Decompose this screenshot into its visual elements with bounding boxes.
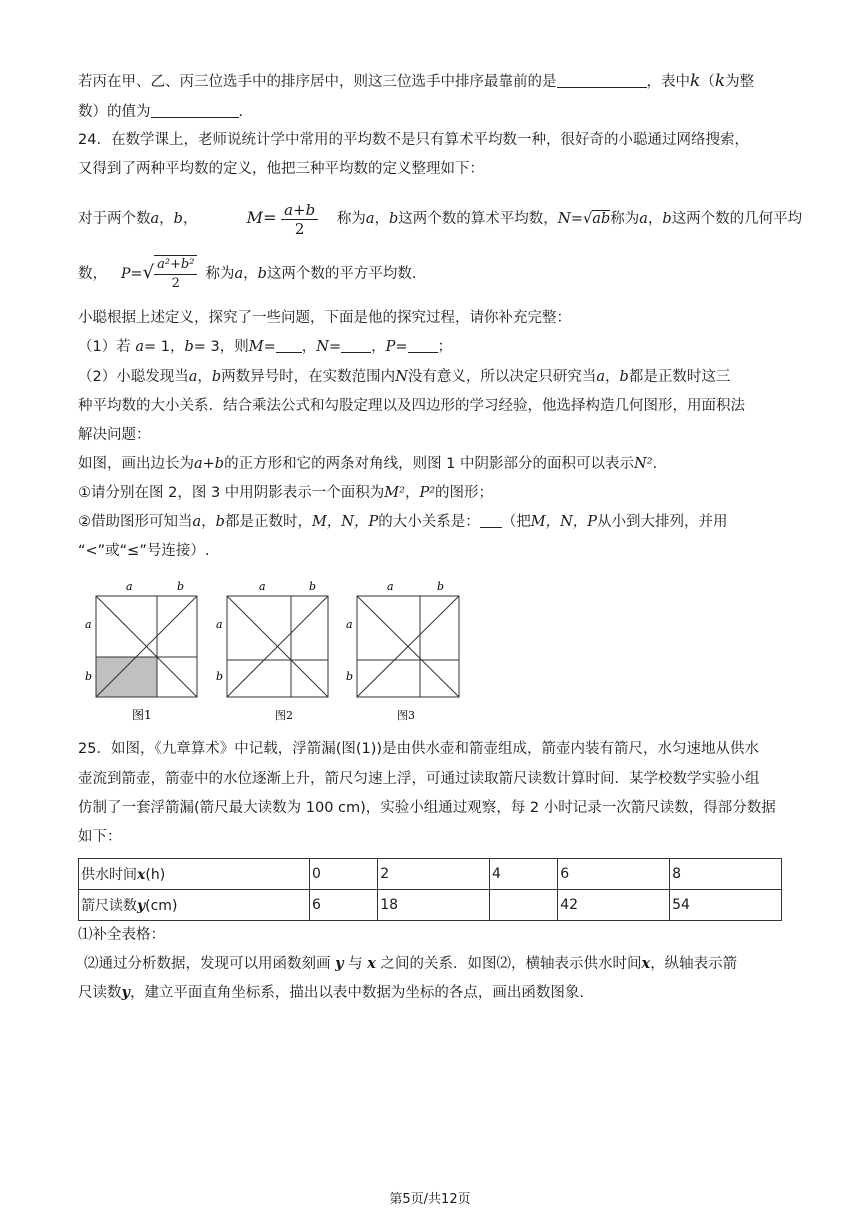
answer-blank-M	[276, 336, 302, 353]
fig1-shaded-region	[96, 657, 157, 697]
comma: ，	[182, 211, 198, 227]
var-a: a	[135, 339, 144, 355]
var-M: M	[246, 208, 264, 227]
var-P: P	[121, 266, 131, 282]
intro-text-2b: .	[238, 104, 244, 120]
table-cell: 4	[490, 859, 558, 890]
q24-part2-line4	[78, 453, 800, 475]
var-a: a	[150, 211, 160, 227]
comma: ，	[197, 369, 212, 385]
q25-line-1: 25．如图，《九章算术》中记载，浮箭漏(图(1))是由供水壶和箭壶组成，箭壶内装有箭尺，水匀速地从供水	[78, 741, 760, 757]
fig1-caption: 图1	[132, 708, 152, 722]
var-M-squared: M²	[384, 485, 405, 501]
comma: ，	[371, 339, 386, 355]
answer-blank-N	[341, 336, 371, 353]
N-desc-b: 这两个数的几何平均	[671, 211, 803, 227]
q24-part2-line6	[78, 511, 800, 533]
square-figures	[80, 578, 480, 723]
q24-part2-line1	[78, 366, 800, 388]
q25-sub1: ⑴补全表格：	[78, 927, 165, 943]
row2-unit: (cm)	[145, 898, 178, 914]
p2-l6-b: 都是正数时，	[224, 514, 312, 530]
var-a: a	[639, 211, 648, 227]
sub2-b: 与	[348, 956, 363, 972]
var-a: a	[365, 211, 375, 227]
intro-line-1	[78, 70, 800, 93]
q24-line-1: 24．在数学课上，老师说统计学中常用的平均数不是只有算术平均数一种，很好奇的小聪通过网络搜索，	[78, 132, 749, 148]
frac-P-denominator: 2	[171, 276, 180, 291]
table-cell: 8	[670, 859, 782, 890]
intro-text-1d: 为整	[725, 74, 755, 90]
sub2-e: 尺读数	[78, 985, 122, 1001]
sub2-a: ⑵通过分析数据，发现可以用函数刻画	[84, 956, 331, 972]
answer-blank-P	[408, 336, 438, 353]
table-row	[79, 890, 782, 921]
p2-l5-c: 的图形；	[435, 485, 494, 501]
var-P-squared: P²	[419, 485, 436, 501]
M-desc-a: 称为	[336, 211, 366, 227]
row-header-reading	[79, 890, 310, 921]
var-x: x	[137, 867, 146, 883]
sub2-d: ，纵轴表示箭	[650, 956, 738, 972]
M-desc-b: 这两个数的算术平均数，	[398, 211, 558, 227]
sqrt-P: √	[142, 262, 155, 283]
sqrt-radicand: ab	[592, 211, 611, 227]
comma: ，	[201, 514, 216, 530]
var-P: P	[385, 339, 396, 355]
frac-P-numerator: a²+b²	[154, 256, 197, 275]
p2-l4-b: 的正方形和它的两条对角线，则图 1 中阴影部分的面积可以表示	[224, 456, 635, 472]
var-a: a	[192, 514, 202, 530]
fig3-label-b-top: b	[437, 580, 445, 593]
equals: =	[328, 339, 342, 355]
figure-1	[85, 580, 197, 722]
page-number-footer: 第5页/共12页	[389, 1192, 471, 1207]
intro-text-2a: 数）的值为	[78, 104, 151, 120]
p2-l5-a: ①请分别在图 2，图 3 中用阴影表示一个面积为	[78, 485, 385, 501]
var-N: N	[316, 339, 329, 355]
q24-line-2: 又得到了两种平均数的定义，他把三种平均数的定义整理如下：	[78, 161, 484, 177]
row2-label: 箭尺读数	[81, 898, 137, 914]
q24-part2-line2: 种平均数的大小关系．结合乘法公式和勾股定理以及四边形的学习经验，他选择构造几何图形，用面积法	[78, 398, 745, 414]
q24-explore-line: 小聪根据上述定义，探究了一些问题，下面是他的探究过程，请你补充完整：	[78, 310, 571, 326]
q25-sub2-line1	[84, 953, 800, 975]
var-N: N	[395, 369, 408, 385]
q25-line-4: 如下：	[78, 829, 122, 845]
fig2-label-a-top: a	[259, 580, 266, 593]
comma: ，	[301, 339, 317, 355]
answer-blank-order	[480, 511, 502, 528]
p1-val-a: = 1，	[144, 339, 185, 355]
p2-l6-d: （把	[501, 514, 531, 530]
frac-M	[281, 201, 318, 238]
answer-blank-first	[557, 71, 647, 88]
comma: ，	[647, 211, 663, 227]
sub2-c: 之间的关系．如图⑵，横轴表示供水时间	[380, 956, 642, 972]
table-cell: 18	[378, 890, 490, 921]
equals: =	[263, 339, 276, 355]
row1-label: 供水时间	[81, 867, 137, 883]
q24-part2-line3: 解决问题：	[78, 427, 151, 443]
period: .	[652, 456, 658, 472]
var-M: M	[248, 339, 264, 355]
p2-text-b: 两数异号时，在实数范围内	[221, 369, 396, 385]
equals: =	[395, 339, 408, 355]
q24-part2-line7: “<”或“≤”号连接）.	[78, 543, 210, 559]
comma: ，	[605, 369, 620, 385]
q24-definition-P-line	[78, 250, 800, 296]
comma: ，	[243, 266, 258, 282]
var-y: y	[335, 955, 344, 972]
var-a: a	[596, 369, 606, 385]
table-cell: 2	[378, 859, 490, 890]
var-N: N	[557, 209, 571, 227]
comma: ，	[159, 211, 174, 227]
p1-prefix: （1）若	[78, 339, 131, 355]
p2-l6-e: 从小到大排列，并用	[597, 514, 728, 530]
var-b: b	[184, 339, 194, 355]
equals: =	[263, 208, 277, 227]
frac-M-numerator: a+b	[281, 201, 318, 220]
var-b: b	[211, 369, 222, 385]
fig3-label-a-left: a	[346, 618, 353, 631]
var-b: b	[257, 266, 267, 282]
q25-sub2-line2	[78, 982, 800, 1004]
var-b: b	[173, 211, 183, 227]
var-b: b	[388, 211, 399, 227]
table-cell: 42	[558, 890, 670, 921]
fig3-label-b-left: b	[346, 670, 354, 683]
data-table	[78, 858, 782, 921]
intro-text-1c: （	[700, 74, 715, 90]
var-b: b	[215, 514, 225, 530]
p2-l4-a: 如图，画出边长为	[78, 456, 194, 472]
q24-part2-line5	[78, 482, 800, 504]
var-x: x	[367, 955, 376, 972]
var-y: y	[121, 984, 130, 1001]
table-cell: 54	[670, 890, 782, 921]
var-k: k	[690, 71, 701, 91]
var-k-2: k	[714, 71, 726, 91]
fig1-label-b-left: b	[85, 670, 93, 683]
var-b: b	[662, 211, 672, 227]
var-y: y	[137, 898, 146, 914]
fig1-label-b-top: b	[177, 580, 185, 593]
fig2-label-a-left: a	[216, 618, 223, 631]
comma: ，	[404, 485, 420, 501]
var-MNP: M，N，P	[311, 514, 379, 530]
fig1-label-a-left: a	[85, 618, 92, 631]
var-MNP: M，N，P	[530, 514, 598, 530]
fig1-label-a-top: a	[126, 580, 133, 593]
figure-3	[346, 580, 459, 722]
q24-definition-line	[78, 195, 803, 241]
fig3-label-a-top: a	[387, 580, 394, 593]
comma: ，	[374, 211, 389, 227]
frac-P	[154, 255, 197, 293]
semicolon: ；	[437, 339, 453, 355]
answer-blank-k	[151, 101, 239, 118]
P-desc-b: 这两个数的平方平均数.	[266, 266, 417, 282]
var-N-squared: N²	[634, 456, 653, 472]
p2-text-d: 都是正数时这三	[628, 369, 731, 385]
table-row	[79, 859, 782, 890]
var-a: a	[234, 266, 244, 282]
var-a: a	[188, 369, 198, 385]
P-desc-a: 称为	[205, 266, 235, 282]
P-prefix: 数，	[78, 266, 107, 282]
q24-part1	[78, 336, 800, 358]
fig3-caption: 图3	[397, 709, 415, 722]
q25-line-3: 仿制了一套浮箭漏(箭尺最大读数为 100 cm)，实验小组通过观察，每 2 小时记录一次箭尺读数，得部分数据	[78, 800, 776, 816]
frac-M-denominator: 2	[294, 219, 305, 238]
var-x: x	[641, 955, 651, 972]
fig2-label-b-top: b	[309, 580, 317, 593]
intro-text-1a: 若丙在甲、乙、丙三位选手中的排序居中，则这三位选手中排序最靠前的是	[78, 74, 557, 90]
var-b: b	[619, 369, 629, 385]
row-header-time	[79, 859, 310, 890]
row1-unit: (h)	[145, 867, 166, 883]
p2-text-a: （2）小聪发现当	[78, 369, 189, 385]
sqrt-ab: √ab	[583, 211, 611, 227]
sub2-f: ，建立平面直角坐标系，描出以表中数据为坐标的各点，画出函数图象.	[129, 985, 585, 1001]
equals: =	[130, 266, 143, 282]
table-cell: 0	[310, 859, 378, 890]
q25-line-2: 壶流到箭壶，箭壶中的水位逐渐上升，箭尺匀速上浮，可通过读取箭尺读数计算时间．某学校数学实验小组	[78, 771, 760, 787]
table-cell: 6	[310, 890, 378, 921]
fig2-caption: 图2	[275, 709, 293, 722]
equals: =	[570, 211, 584, 227]
table-cell-blank	[490, 890, 558, 921]
p2-text-c: 没有意义，所以决定只研究当	[407, 369, 597, 385]
def-prefix: 对于两个数	[78, 211, 151, 227]
intro-text-1b: ，表中	[646, 74, 690, 90]
N-desc-a: 称为	[610, 211, 640, 227]
p1-val-b: = 3，则	[193, 339, 249, 355]
fig2-label-b-left: b	[216, 670, 224, 683]
p2-l6-a: ②借助图形可知当	[78, 514, 193, 530]
intro-line-2	[78, 101, 800, 123]
table-cell: 6	[558, 859, 670, 890]
var-a-plus-b: a+b	[194, 456, 225, 472]
figure-2	[216, 580, 328, 722]
p2-l6-c: 的大小关系是：	[378, 514, 480, 530]
